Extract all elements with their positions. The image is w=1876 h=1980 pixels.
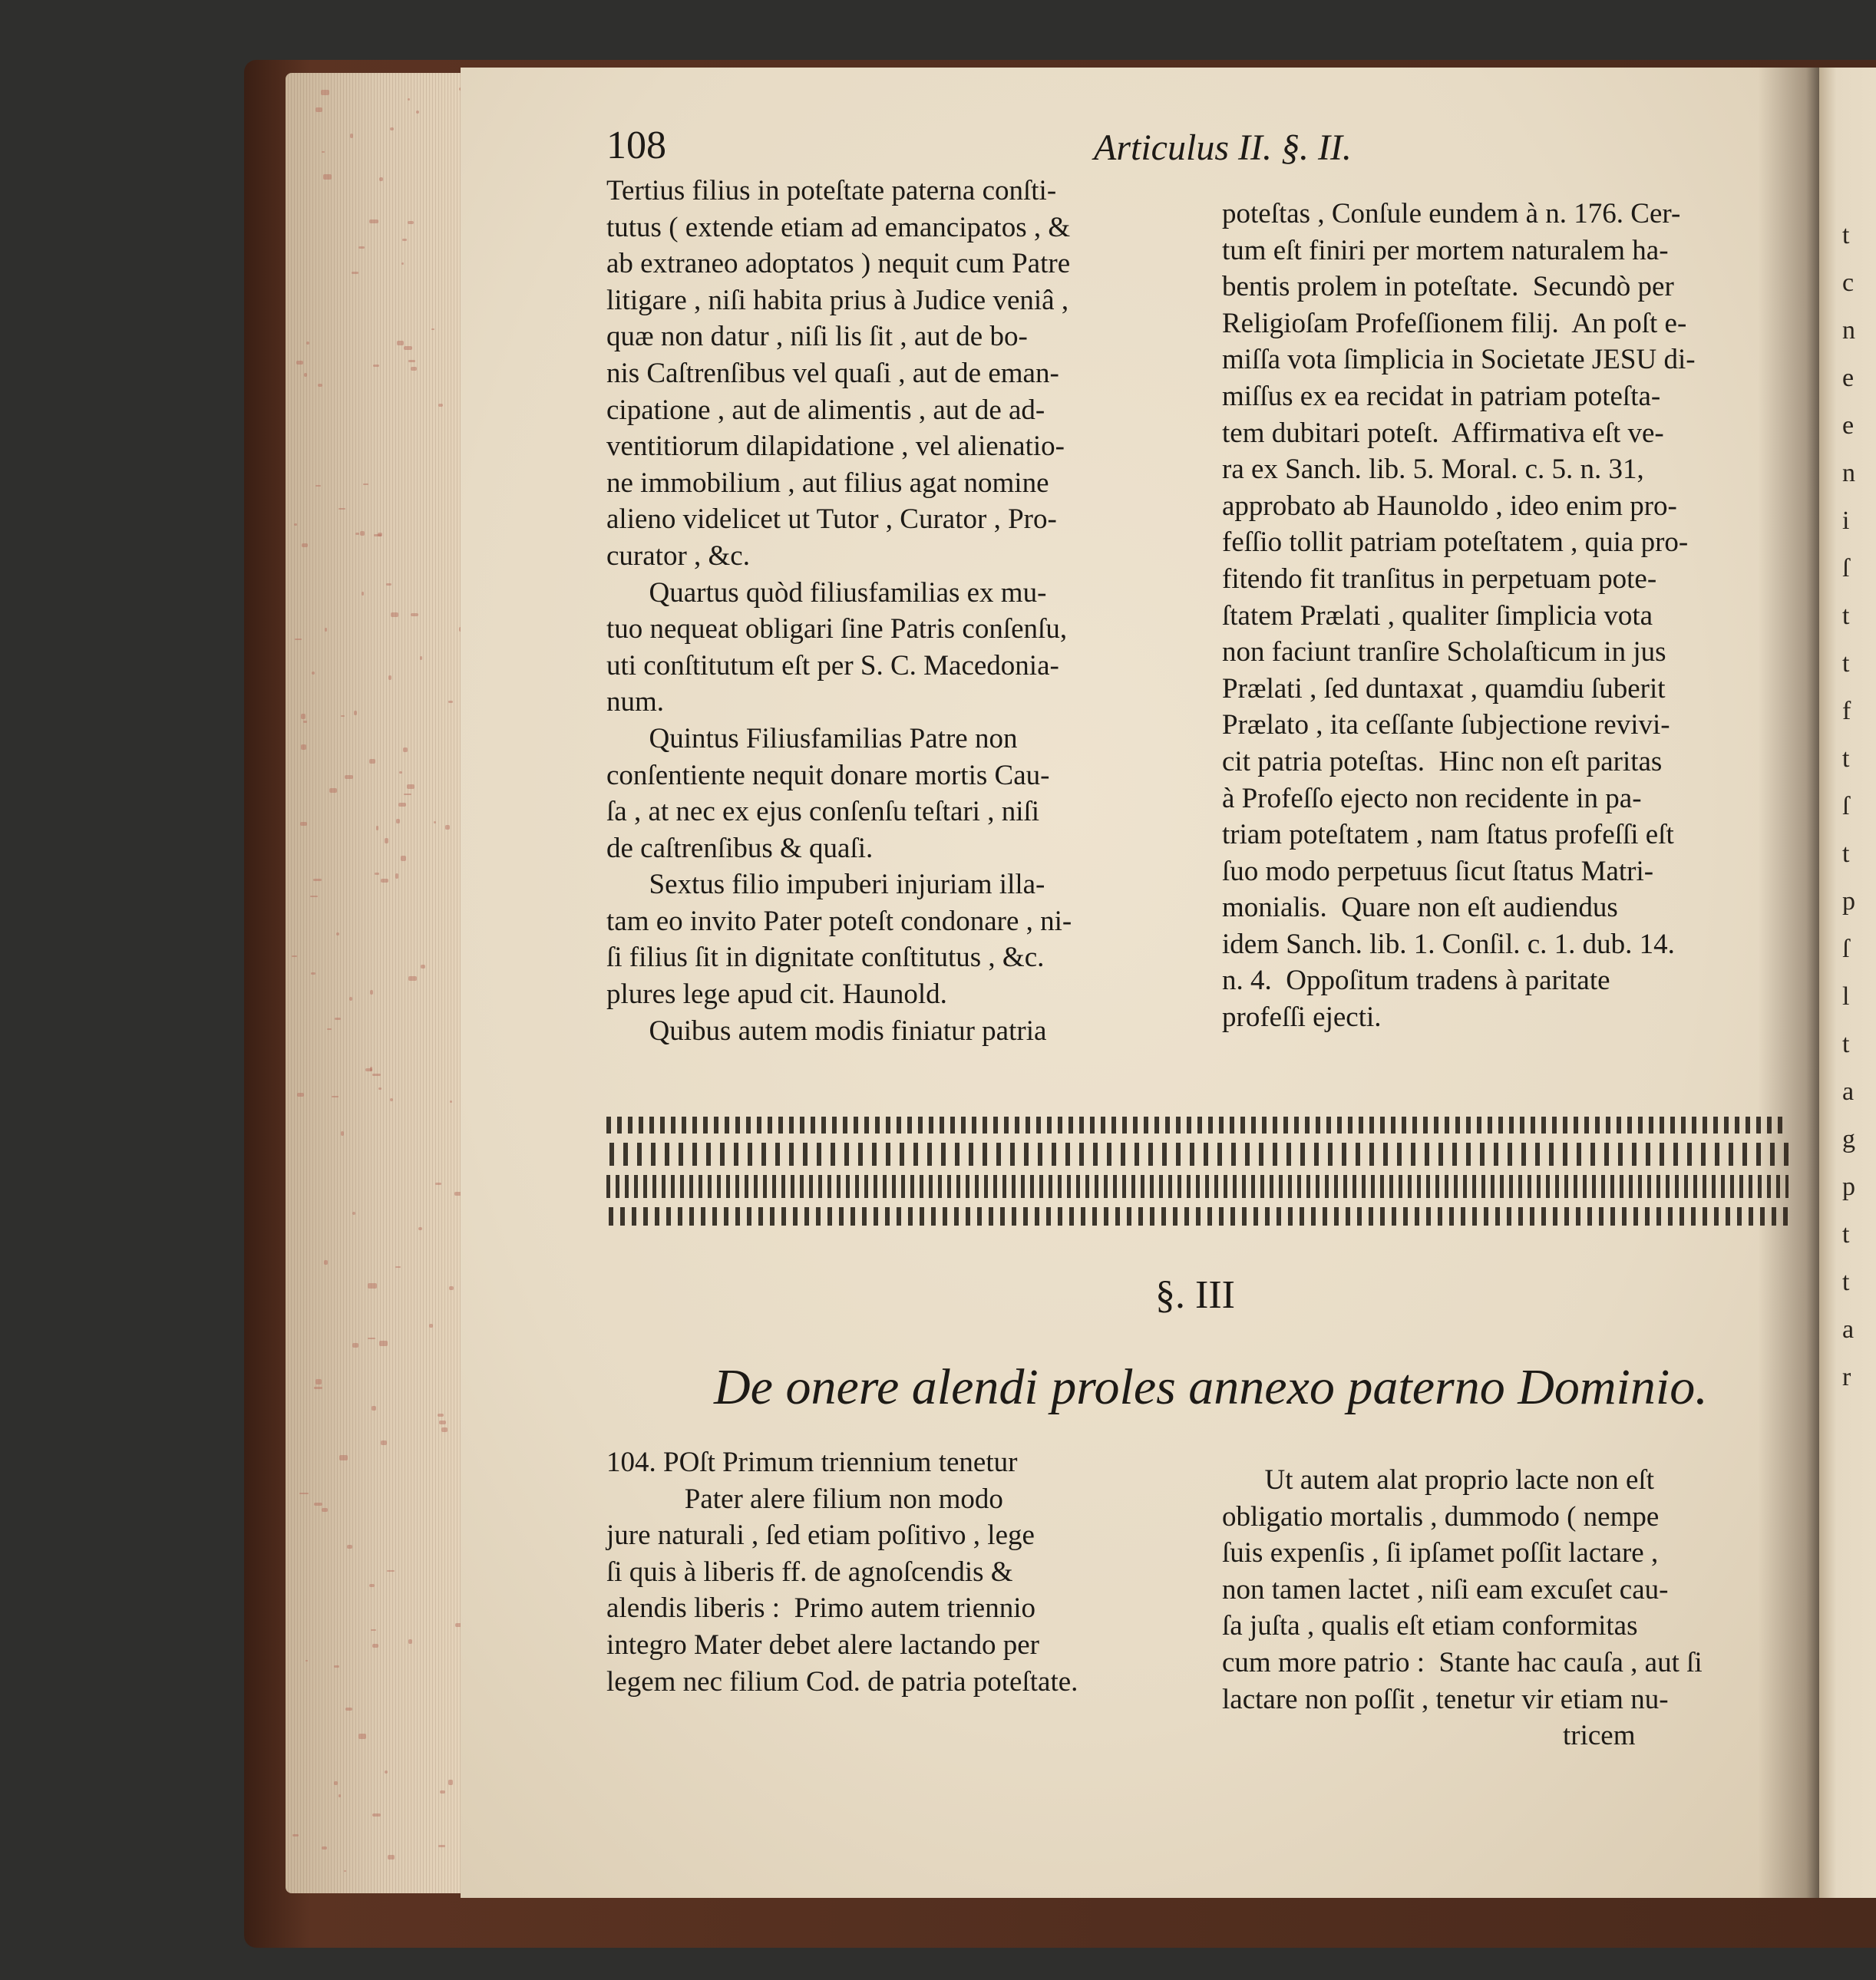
text-line: non faciunt tranſire Scholaſticum in jus (1222, 636, 1666, 668)
speckle (408, 1639, 412, 1644)
speckle (303, 721, 307, 723)
speckle (379, 1341, 387, 1346)
text-line: cum more patrio : Stante hac cauſa , aut ſi (1222, 1646, 1703, 1678)
text-line: 104. POſt Primum triennium tenetur (606, 1447, 1018, 1478)
speckle (315, 1379, 322, 1384)
text-line: ſtatem Prælati , qualiter ſimplicia vota (1222, 599, 1653, 632)
text-line: cipatione , aut de alimentis , aut de ad- (606, 394, 1045, 426)
text-line: de caſtrenſibus & quaſi. (606, 832, 874, 864)
speckle (411, 613, 418, 616)
text-line: Religioſam Profeſſionem filij. An poſt e- (1222, 307, 1687, 339)
speckle (302, 543, 307, 547)
text-line: ventitiorum dilapidatione , vel alienatio- (606, 431, 1065, 463)
speckle (299, 1493, 309, 1495)
speckle (397, 341, 404, 345)
speckle (448, 1780, 453, 1785)
speckle (322, 1846, 327, 1849)
text-line: miſſus ex ea recidat in patriam poteſta- (1222, 380, 1661, 412)
speckle (398, 803, 406, 807)
text-line: idem Sanch. lib. 1. Conſil. c. 1. dub. 14. (1222, 928, 1675, 960)
speckle (448, 701, 452, 703)
speckle (372, 1644, 378, 1647)
speckle (295, 639, 302, 640)
speckle (369, 219, 378, 223)
next-page-letter: t (1842, 840, 1850, 868)
speckle (360, 531, 365, 536)
speckle (369, 759, 375, 764)
text-line: ſuo modo perpetuus ſicut ſtatus Matri- (1222, 855, 1654, 887)
speckle (292, 1834, 299, 1836)
text-line: num. (606, 686, 665, 718)
speckle (327, 1028, 332, 1030)
text-line: alendis liberis : Primo autem triennio (606, 1592, 1036, 1625)
speckle (363, 483, 368, 485)
speckle (374, 534, 381, 536)
speckle (335, 1018, 341, 1020)
section-title: De onere alendi proles annexo paterno Dominio. (714, 1359, 1708, 1415)
speckle (421, 965, 424, 969)
next-page-letter: t (1842, 744, 1850, 773)
next-page-letter: l (1842, 982, 1850, 1011)
speckle (386, 583, 391, 586)
page-block-edge (286, 73, 477, 1893)
text-line: tuo nequeat obligari ſine Patris conſenſu, (606, 613, 1068, 645)
text-line: Pater alere filium non modo (606, 1483, 1003, 1515)
speckle (399, 771, 402, 774)
speckle (404, 346, 412, 350)
speckle (345, 775, 353, 779)
text-line: quæ non datur , niſi lis ſit , aut de bo- (606, 321, 1028, 353)
column-right-bottom (1222, 1462, 1813, 1754)
speckle (310, 896, 318, 897)
speckle (312, 672, 315, 675)
speckle (313, 879, 322, 881)
speckle (407, 784, 415, 789)
next-page-letter: i (1842, 507, 1850, 535)
next-page-letter: n (1842, 316, 1855, 345)
next-page-letter: e (1842, 364, 1855, 392)
speckle (297, 1093, 304, 1097)
text-line: Tertius filius in poteſtate paterna conſti- (606, 175, 1057, 206)
speckle (311, 972, 316, 975)
speckle (352, 272, 358, 274)
ornamental-divider (606, 1117, 1788, 1226)
speckle (381, 1440, 387, 1445)
text-line: alieno videlicet ut Tutor , Curator , Pro- (606, 503, 1057, 536)
speckle (352, 1343, 358, 1348)
speckle (408, 98, 410, 101)
next-page-letter: t (1842, 1030, 1850, 1058)
text-line: obligatio mortalis , dummodo ( nempe (1222, 1500, 1660, 1533)
text-line: Quartus quòd filiusfamilias ex mu- (606, 576, 1047, 609)
speckle (402, 239, 408, 241)
speckle (385, 838, 388, 843)
speckle (388, 675, 391, 680)
column-right-top (1222, 196, 1813, 1036)
speckle (358, 1734, 366, 1739)
next-page-letter: p (1842, 887, 1855, 916)
text-line: ſi quis à liberis ff. de agnoſcendis & (606, 1556, 1013, 1588)
text-line: jure naturali , ſed etiam poſitivo , lege (606, 1520, 1035, 1552)
text-line: tam eo invito Pater poteſt condonare , ni- (606, 905, 1072, 937)
text-line: non tamen lactet , niſi eam excuſet cau- (1222, 1573, 1669, 1605)
speckle (420, 656, 422, 659)
speckle (373, 365, 378, 368)
text-line: ſuis expenſis , ſi ipſamet poſſit lactare , (1222, 1537, 1659, 1569)
speckle (339, 1455, 348, 1460)
next-page-letter: c (1842, 269, 1855, 297)
speckle (301, 714, 306, 719)
column-left-top (606, 173, 1190, 1049)
speckle (372, 1813, 381, 1817)
next-page-letter: t (1842, 1220, 1850, 1249)
text-line: cit patria poteſtas. Hinc non eſt paritas (1222, 745, 1663, 777)
text-line: ſa juſta , qualis eſt etiam conformitas (1222, 1610, 1638, 1642)
page-number: 108 (606, 124, 666, 167)
speckle (370, 990, 373, 995)
speckle (306, 342, 309, 345)
text-line: tutus ( extende etiam ad emancipatos , & (606, 211, 1071, 243)
speckle (300, 822, 307, 826)
next-page-letter: ſ (1842, 554, 1850, 582)
speckle (441, 1427, 448, 1433)
speckle (438, 1414, 444, 1417)
speckle (376, 826, 378, 830)
speckle (408, 976, 417, 980)
speckle (411, 367, 417, 370)
speckle (368, 1283, 377, 1288)
speckle (332, 1096, 338, 1098)
speckle (350, 134, 353, 138)
next-page-letter: a (1842, 1077, 1855, 1106)
speckle (372, 1074, 381, 1076)
text-line: ne immobilium , aut filius agat nomine (606, 467, 1049, 499)
text-line: curator , &c. (606, 540, 750, 572)
speckle (321, 90, 329, 95)
text-line: lactare non poſſit , tenetur vir etiam nu- (1222, 1683, 1669, 1715)
speckle (339, 508, 346, 510)
next-page-letter: g (1842, 1125, 1855, 1153)
speckle (381, 879, 389, 883)
text-line: Ut autem alat proprio lacte non eſt (1222, 1464, 1655, 1496)
text-line: uti conſtitutum eſt per S. C. Macedonia- (606, 649, 1059, 681)
text-line: Quintus Filiusfamilias Patre non (606, 722, 1018, 754)
text-line: poteſtas , Conſule eundem à n. 176. Cer- (1222, 198, 1681, 229)
speckle (368, 1338, 375, 1339)
text-line: nis Caſtrenſibus vel quaſi , aut de eman- (606, 357, 1059, 389)
page-gutter-shadow (1758, 68, 1827, 1898)
text-line: plures lege apud cit. Haunold. (606, 978, 947, 1011)
speckle (404, 794, 412, 795)
text-line: legem nec filium Cod. de patria poteſtate. (606, 1665, 1078, 1698)
speckle (301, 744, 306, 750)
speckle (395, 873, 398, 879)
text-line: monialis. Quare non eſt audiendus (1222, 892, 1618, 924)
speckle (379, 177, 384, 180)
text-line: litigare , niſi habita prius à Judice veniâ , (606, 284, 1069, 316)
text-line: ab extraneo adoptatos ) nequit cum Patre (606, 248, 1071, 280)
speckle (315, 485, 321, 487)
speckle (318, 384, 322, 387)
text-line: n. 4. Oppoſitum tradens à paritate (1222, 965, 1610, 997)
speckle (391, 612, 398, 617)
text-line: à Profeſſo ejecto non recidente in pa- (1222, 782, 1642, 814)
next-page-letter: p (1842, 1173, 1855, 1201)
text-line: profeſſi ejecti. (1222, 1002, 1382, 1034)
text-line: Prælato , ita ceſſante ſubjectione revivi- (1222, 709, 1670, 741)
speckle (375, 873, 379, 875)
next-page-letter: t (1842, 649, 1850, 678)
text-line: Prælati , ſed duntaxat , quamdiu ſuberit (1222, 672, 1666, 705)
text-line: integro Mater debet alere lactando per (606, 1629, 1039, 1661)
speckle (323, 174, 332, 180)
speckle (440, 1790, 445, 1794)
text-line: tricem (1222, 1720, 1636, 1752)
speckle (401, 856, 406, 860)
text-line: tem dubitari poteſt. Affirmativa eſt ve- (1222, 417, 1664, 449)
speckle (344, 1870, 346, 1872)
text-line: triam poteſtatem , nam ſtatus profeſſi eſt (1222, 819, 1674, 851)
text-line: conſentiente nequit donare mortis Cau- (606, 759, 1050, 791)
next-page-letter: ſ (1842, 792, 1850, 820)
text-line: feſſio tollit patriam poteſtatem , quia pro- (1222, 526, 1689, 559)
speckle (324, 1260, 328, 1265)
text-line: approbato ab Haunoldo , ideo enim pro- (1222, 490, 1677, 522)
speckle (445, 825, 450, 830)
next-page-edge (1819, 68, 1876, 1898)
speckle (322, 151, 325, 153)
speckle (416, 111, 419, 114)
text-line: bentis prolem in poteſtate. Secundò per (1222, 271, 1674, 303)
speckle (329, 788, 336, 793)
next-page-letter: a (1842, 1315, 1855, 1344)
speckle (292, 955, 297, 957)
text-line: ſi filius ſit in dignitate conſtitutus , &c. (606, 942, 1045, 974)
next-page-letter: t (1842, 221, 1850, 249)
speckle (315, 107, 323, 112)
speckle (296, 361, 303, 365)
next-page-letter: t (1842, 602, 1850, 630)
speckle (370, 1067, 372, 1071)
speckle (358, 246, 365, 249)
speckle (438, 1845, 446, 1847)
speckle (388, 1855, 395, 1860)
speckle (387, 1570, 395, 1572)
speckle (341, 1131, 344, 1136)
speckle (314, 1503, 322, 1505)
text-line: tum eſt finiri per mortem naturalem ha- (1222, 234, 1669, 266)
speckle (408, 360, 415, 362)
text-line: Quibus autem modis finiatur patria (606, 1015, 1047, 1047)
running-head: Articulus II. §. II. (1094, 127, 1352, 168)
text-line: ſa , at nec ex ejus conſenſu teſtari , niſi (606, 796, 1040, 828)
speckle (322, 1508, 328, 1512)
next-page-letter: r (1842, 1363, 1851, 1391)
text-line: miſſa vota ſimplicia in Societate JESU di- (1222, 344, 1696, 376)
speckle (435, 1183, 441, 1184)
speckle (354, 711, 357, 716)
speckle (369, 1584, 375, 1587)
next-page-letter: t (1842, 1268, 1850, 1296)
next-page-letter: n (1842, 459, 1855, 487)
speckle (334, 1665, 339, 1668)
text-line: Sextus filio impuberi injuriam illa- (606, 869, 1045, 901)
text-line: ra ex Sanch. lib. 5. Moral. c. 5. n. 31, (1222, 454, 1644, 486)
speckle (347, 1545, 352, 1549)
speckle (439, 1421, 446, 1424)
speckle (396, 819, 401, 823)
next-page-letter: ſ (1842, 935, 1850, 963)
speckle (345, 1708, 352, 1711)
speckle (355, 533, 359, 535)
speckle (438, 404, 443, 407)
speckle (378, 1087, 381, 1090)
section-number: §. III (1155, 1273, 1235, 1317)
speckle (403, 747, 408, 753)
speckle (408, 221, 413, 223)
next-page-letter: f (1842, 697, 1851, 725)
column-left-bottom (606, 1444, 1190, 1700)
text-line: fitendo fit tranſitus in perpetuam pote- (1222, 563, 1657, 595)
speckle (314, 1387, 322, 1388)
speckle (449, 1286, 454, 1291)
next-page-letter: e (1842, 411, 1855, 440)
speckle (372, 1406, 376, 1411)
